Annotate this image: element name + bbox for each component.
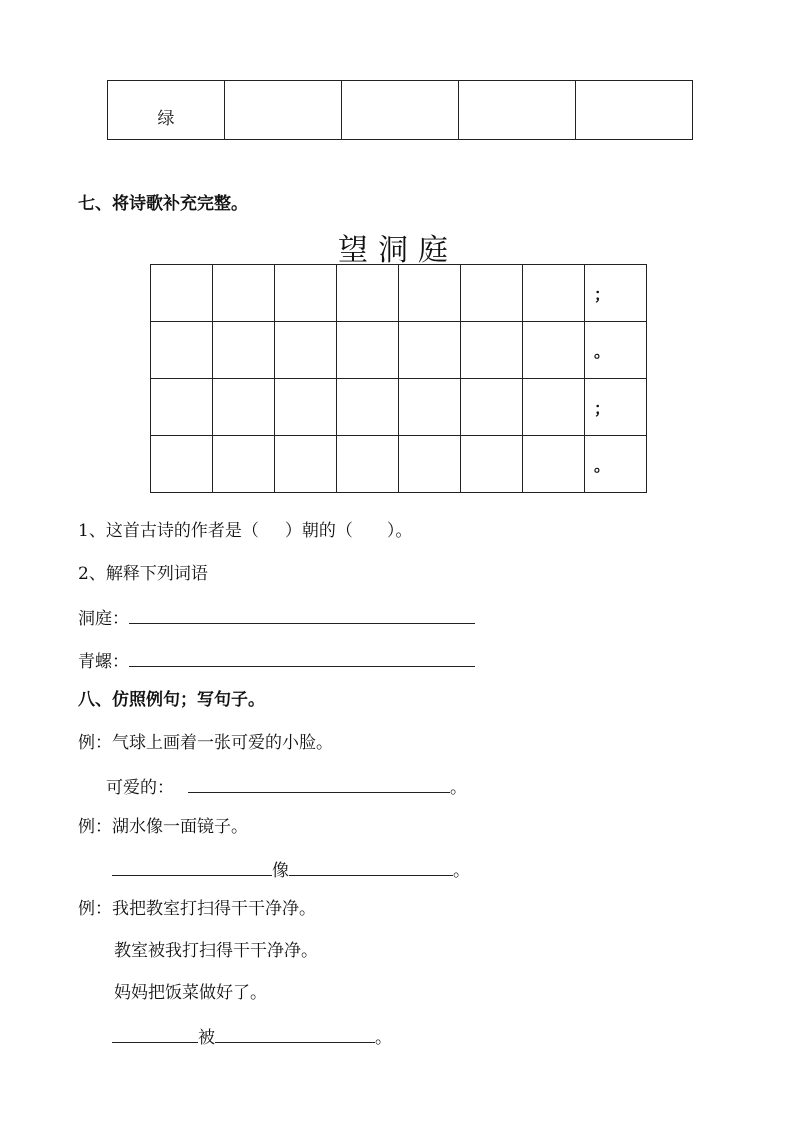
grid-cell[interactable] bbox=[275, 436, 337, 493]
grid-cell[interactable] bbox=[523, 265, 585, 322]
end-mark: 。 bbox=[450, 778, 467, 798]
grid-cell-mark bbox=[585, 322, 647, 379]
grid-cell[interactable] bbox=[461, 436, 523, 493]
table-row bbox=[151, 379, 647, 436]
section7-heading: 七、将诗歌补充完整。 bbox=[78, 194, 248, 214]
grid-cell[interactable] bbox=[275, 265, 337, 322]
table-cell[interactable] bbox=[342, 81, 459, 140]
example-1-task bbox=[106, 774, 467, 799]
table-row bbox=[151, 322, 647, 379]
grid-cell[interactable] bbox=[399, 265, 461, 322]
grid-cell[interactable] bbox=[461, 265, 523, 322]
punctuation-mark: 。 bbox=[594, 341, 611, 361]
answer-line[interactable] bbox=[129, 605, 475, 624]
answer-line[interactable] bbox=[112, 1024, 198, 1043]
connector-word: 被 bbox=[198, 1028, 215, 1048]
q1-prefix: 1、这首古诗的作者是（ bbox=[78, 521, 259, 541]
grid-cell[interactable] bbox=[213, 322, 275, 379]
grid-cell[interactable] bbox=[399, 322, 461, 379]
connector-word: 像 bbox=[272, 861, 289, 881]
grid-cell[interactable] bbox=[213, 265, 275, 322]
grid-cell[interactable] bbox=[523, 322, 585, 379]
answer-line[interactable] bbox=[188, 774, 450, 793]
term-dongting bbox=[78, 605, 475, 630]
q1-mid: ）朝的（ bbox=[284, 521, 353, 541]
answer-line[interactable] bbox=[215, 1024, 375, 1043]
q1-suffix: ）。 bbox=[386, 521, 413, 541]
table-cell[interactable] bbox=[576, 81, 693, 140]
grid-cell[interactable] bbox=[337, 379, 399, 436]
punctuation-mark: ； bbox=[594, 284, 611, 304]
answer-line[interactable] bbox=[112, 857, 272, 876]
example-3-transformed: 教室被我打扫得干干净净。 bbox=[114, 941, 318, 961]
example-3-task bbox=[112, 1024, 392, 1049]
grid-cell[interactable] bbox=[523, 436, 585, 493]
grid-cell[interactable] bbox=[213, 436, 275, 493]
table-cell[interactable] bbox=[459, 81, 576, 140]
grid-cell-mark bbox=[585, 379, 647, 436]
grid-cell[interactable] bbox=[151, 436, 213, 493]
grid-cell[interactable] bbox=[337, 265, 399, 322]
table-cell[interactable] bbox=[225, 81, 342, 140]
grid-cell[interactable] bbox=[213, 379, 275, 436]
question-2: 2、解释下列词语 bbox=[78, 564, 208, 584]
table-row bbox=[151, 265, 647, 322]
grid-cell[interactable] bbox=[151, 379, 213, 436]
grid-cell[interactable] bbox=[461, 379, 523, 436]
question-1 bbox=[78, 520, 412, 542]
table-row bbox=[108, 81, 693, 140]
punctuation-mark: 。 bbox=[594, 455, 611, 475]
term-label: 洞庭： bbox=[78, 609, 129, 629]
example-2-task bbox=[112, 857, 470, 882]
grid-cell[interactable] bbox=[275, 322, 337, 379]
poem-grid bbox=[150, 264, 647, 493]
grid-cell[interactable] bbox=[151, 322, 213, 379]
answer-line[interactable] bbox=[129, 648, 475, 667]
end-mark: 。 bbox=[453, 861, 470, 881]
grid-cell[interactable] bbox=[337, 436, 399, 493]
example-3: 例：我把教室打扫得干干净净。 bbox=[78, 899, 316, 919]
prompt-label: 可爱的： bbox=[106, 778, 174, 798]
grid-cell[interactable] bbox=[399, 379, 461, 436]
section8-heading: 八、仿照例句；写句子。 bbox=[78, 690, 265, 710]
grid-cell-mark bbox=[585, 265, 647, 322]
term-qingluo bbox=[78, 648, 475, 673]
table-row bbox=[151, 436, 647, 493]
punctuation-mark: ； bbox=[594, 398, 611, 418]
end-mark: 。 bbox=[375, 1028, 392, 1048]
grid-cell[interactable] bbox=[461, 322, 523, 379]
table-cell bbox=[108, 81, 225, 140]
term-label: 青螺： bbox=[78, 652, 129, 672]
answer-line[interactable] bbox=[289, 857, 453, 876]
example-3-given: 妈妈把饭菜做好了。 bbox=[114, 983, 267, 1003]
grid-cell-mark bbox=[585, 436, 647, 493]
grid-cell[interactable] bbox=[275, 379, 337, 436]
grid-cell[interactable] bbox=[337, 322, 399, 379]
cell-text: 绿 bbox=[157, 109, 175, 129]
grid-cell[interactable] bbox=[523, 379, 585, 436]
grid-cell[interactable] bbox=[151, 265, 213, 322]
example-1: 例：气球上画着一张可爱的小脸。 bbox=[78, 733, 333, 753]
top-table bbox=[107, 80, 693, 140]
poem-title: 望洞庭 bbox=[338, 233, 458, 268]
grid-cell[interactable] bbox=[399, 436, 461, 493]
example-2: 例：湖水像一面镜子。 bbox=[78, 817, 248, 837]
